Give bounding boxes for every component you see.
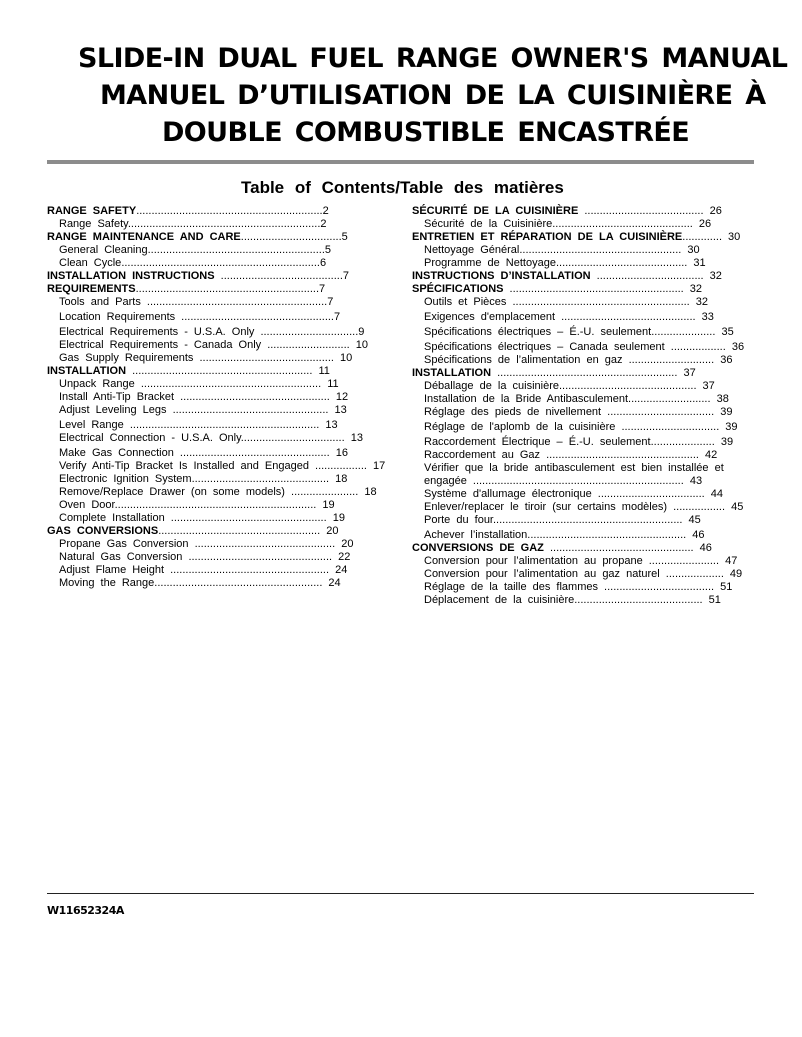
toc-leader-dots: ..................................................... [519, 244, 682, 256]
toc-page-number: 18 [358, 486, 377, 498]
toc-entry-label: INSTALLATION [47, 365, 127, 377]
toc-subsection-entry[interactable] [412, 475, 744, 488]
toc-leader-dots: ................................... [591, 488, 705, 500]
document-number: W11652324A [47, 904, 124, 917]
toc-page-number: 7 [342, 270, 350, 282]
toc-subsection-entry[interactable] [47, 391, 385, 404]
toc-page-number: 47 [719, 555, 738, 567]
toc-subsection-entry[interactable] [412, 488, 744, 501]
toc-section-entry[interactable] [47, 525, 385, 538]
toc-entry-label: Sécurité de la Cuisinière [424, 218, 553, 230]
toc-subsection-entry[interactable] [412, 326, 744, 339]
toc-page-number: 49 [723, 568, 743, 580]
toc-entry-label: INSTALLATION [412, 367, 492, 379]
toc-page-number: 31 [687, 257, 706, 269]
toc-leader-dots: ......................................................... [503, 283, 684, 295]
toc-subsection-entry[interactable] [412, 354, 744, 367]
toc-subsection-entry[interactable] [47, 460, 385, 473]
toc-subsection-entry[interactable] [412, 529, 744, 542]
toc-entry-label: Make Gas Connection [59, 447, 174, 459]
toc-entry-label: CONVERSIONS DE GAZ [412, 542, 544, 554]
toc-page-number: 7 [319, 283, 326, 295]
toc-subsection-entry[interactable] [412, 594, 744, 607]
toc-page-number: 43 [683, 475, 703, 487]
toc-subsection-entry[interactable] [47, 499, 385, 512]
toc-page-number: 33 [695, 311, 714, 323]
toc-subsection-entry[interactable] [47, 473, 385, 486]
toc-leader-dots: ........................... [261, 339, 350, 351]
toc-leader-dots: .................. [664, 341, 726, 353]
toc-leader-dots: .............................................................. [123, 419, 320, 431]
toc-page-number: 19 [326, 512, 345, 524]
toc-entry-label: Outils et Pièces [424, 296, 507, 308]
toc-leader-dots: .............................................. [188, 538, 336, 550]
toc-section-entry[interactable] [412, 283, 744, 296]
toc-subsection-entry[interactable] [47, 564, 385, 577]
toc-leader-dots: .......................................... [574, 594, 703, 606]
toc-entry-label: RANGE MAINTENANCE AND CARE [47, 231, 241, 243]
toc-entry-label: Spécifications électriques – É.-U. seulement [424, 326, 652, 338]
toc-page-number: 37 [677, 367, 696, 379]
toc-entry-label: Range Safety [59, 218, 128, 230]
toc-page-number: 7 [327, 296, 334, 308]
toc-entry-label: Enlever/replacer le tiroir (sur certains modèles) [424, 501, 668, 513]
toc-page-number: 20 [320, 525, 339, 537]
toc-english-column [47, 205, 385, 590]
toc-subsection-entry[interactable] [412, 568, 744, 581]
toc-page-number: 24 [322, 577, 341, 589]
toc-subsection-entry[interactable] [412, 421, 744, 434]
toc-page-number: 2 [322, 205, 329, 217]
toc-entry-label: ENTRETIEN ET RÉPARATION DE LA CUISINIÈRE [412, 231, 683, 243]
toc-entry-label: Oven Door [59, 499, 115, 511]
toc-subsection-entry[interactable] [412, 462, 744, 475]
manual-title [0, 40, 802, 151]
toc-section-entry[interactable] [412, 205, 744, 218]
toc-page-number: 35 [715, 326, 734, 338]
toc-leader-dots: ................................. [240, 231, 342, 243]
toc-entry-label: Raccordement Électrique – É.-U. seulement [424, 436, 651, 448]
toc-entry-label: Gas Supply Requirements [59, 352, 194, 364]
toc-page-number: 46 [693, 542, 712, 554]
toc-leader-dots: .................................................................. [114, 499, 317, 511]
toc-page-number: 11 [321, 378, 339, 390]
toc-subsection-entry[interactable] [412, 296, 744, 309]
toc-section-entry[interactable] [412, 270, 744, 283]
toc-subsection-entry[interactable] [47, 352, 385, 365]
toc-entry-label: Propane Gas Conversion [59, 538, 189, 550]
toc-entry-label: RANGE SAFETY [47, 205, 137, 217]
toc-subsection-entry[interactable] [47, 486, 385, 499]
title-line-french-2: DOUBLE COMBUSTIBLE ENCASTRÉE [162, 117, 690, 148]
toc-subsection-entry[interactable] [47, 339, 385, 352]
toc-page-number: 7 [334, 311, 341, 323]
toc-leader-dots: ........................................................... [491, 367, 678, 379]
toc-page-number: 11 [312, 365, 330, 377]
toc-page-number: 5 [324, 244, 332, 256]
toc-page-number: 44 [704, 488, 724, 500]
toc-leader-dots: ................................ [254, 326, 359, 338]
toc-subsection-entry[interactable] [47, 296, 385, 309]
toc-entry-label: Electrical Requirements - U.S.A. Only [59, 326, 255, 338]
toc-leader-dots: ..................................................... [158, 525, 321, 537]
toc-entry-label: Moving the Range [59, 577, 155, 589]
toc-subsection-entry[interactable] [412, 581, 744, 594]
toc-leader-dots: ............................................................... [127, 218, 321, 230]
toc-entry-label: Raccordement au Gaz [424, 449, 541, 461]
toc-leader-dots: .............................................. [552, 218, 693, 230]
toc-entry-label: Verify Anti-Tip Bracket Is Installed and Engaged [59, 460, 309, 472]
toc-page-number: 39 [714, 436, 734, 448]
toc-page-number: 51 [702, 594, 721, 606]
toc-page-number: 26 [692, 218, 712, 230]
toc-page-number: 42 [698, 449, 718, 461]
toc-section-entry[interactable] [47, 365, 385, 378]
toc-page-number: 46 [686, 529, 705, 541]
toc-leader-dots: ....................................... [578, 205, 704, 217]
toc-entry-label: Réglage de l'aplomb de la cuisinière [424, 421, 616, 433]
toc-section-entry[interactable] [47, 283, 385, 296]
toc-entry-label: Clean Cycle [59, 257, 122, 269]
toc-page-number: 10 [349, 339, 369, 351]
toc-leader-dots: ................. [667, 501, 726, 513]
toc-subsection-entry[interactable] [412, 244, 744, 257]
toc-leader-dots: ..................................................................... [466, 475, 684, 487]
toc-entry-label: Déballage de la cuisinière [424, 380, 559, 392]
toc-subsection-entry[interactable] [412, 514, 744, 527]
toc-section-entry[interactable] [47, 231, 385, 244]
toc-subsection-entry[interactable] [412, 311, 744, 324]
toc-page-number: 51 [714, 581, 733, 593]
toc-entry-label: Installation de la Bride Antibasculement [424, 393, 629, 405]
toc-page-number: 39 [714, 406, 733, 418]
toc-entry-label: Conversion pour l’alimentation au propane [424, 555, 643, 567]
toc-entry-label: Système d'allumage électronique [424, 488, 592, 500]
title-line-english: SLIDE-IN DUAL FUEL RANGE OWNER'S MANUAL [78, 43, 788, 74]
toc-page-number: 18 [329, 473, 348, 485]
toc-section-entry[interactable] [412, 542, 744, 555]
toc-entry-label: Conversion pour l’alimentation au gaz naturel [424, 568, 660, 580]
toc-entry-label: Remove/Replace Drawer (on some models) [59, 486, 285, 498]
toc-leader-dots: ................................................................. [121, 257, 320, 269]
footer-divider [47, 893, 754, 894]
title-divider [47, 160, 754, 164]
toc-section-entry[interactable] [412, 367, 744, 380]
toc-leader-dots: ............................................. [558, 380, 697, 392]
toc-page-number: 13 [344, 432, 363, 444]
toc-page-number: 20 [335, 538, 354, 550]
toc-leader-dots: ........................................................... [134, 378, 322, 390]
toc-entry-label: INSTALLATION INSTRUCTIONS [47, 270, 215, 282]
toc-leader-dots: ..................... [650, 436, 715, 448]
toc-leader-dots: ................... [659, 568, 724, 580]
toc-page-number: 32 [689, 296, 709, 308]
toc-leader-dots: ....................................................... [154, 577, 323, 589]
toc-leader-dots: ................................................. [174, 391, 330, 403]
toc-subsection-entry[interactable] [47, 404, 385, 417]
toc-leader-dots: ................................................... [164, 512, 327, 524]
toc-leader-dots: ................................ [615, 421, 720, 433]
toc-leader-dots: .................................................. [540, 449, 699, 461]
toc-subsection-entry[interactable] [412, 449, 744, 462]
toc-leader-dots: .................................................... [164, 564, 330, 576]
toc-entry-label: REQUIREMENTS [47, 283, 136, 295]
toc-page-number: 16 [329, 447, 348, 459]
toc-leader-dots: ............................................................ [135, 283, 319, 295]
toc-leader-dots: ........................................................... [126, 365, 313, 377]
toc-page-number: 37 [696, 380, 715, 392]
toc-section-entry[interactable] [47, 205, 385, 218]
toc-entry-label: Programme de Nettoyage [424, 257, 556, 269]
toc-page-number: 2 [320, 218, 327, 230]
toc-page-number: 39 [719, 421, 738, 433]
toc-entry-label: Electrical Connection - U.S.A. Only [59, 432, 241, 444]
toc-page-number: 32 [683, 283, 703, 295]
toc-leader-dots: ........................................................... [140, 296, 328, 308]
toc-subsection-entry[interactable] [47, 218, 385, 231]
toc-page-number: 36 [714, 354, 733, 366]
toc-page-number: 6 [319, 257, 327, 269]
toc-page-number: 32 [703, 270, 722, 282]
toc-subsection-entry[interactable] [412, 406, 744, 419]
toc-subsection-entry[interactable] [412, 257, 744, 270]
toc-leader-dots: ...................... [284, 486, 359, 498]
toc-page-number: 26 [703, 205, 722, 217]
toc-leader-dots: ........................................ [214, 270, 343, 282]
toc-leader-dots: ........................................... [555, 257, 688, 269]
toc-entry-label: Porte du four [424, 514, 493, 526]
toc-subsection-entry[interactable] [412, 393, 744, 406]
toc-leader-dots: ............................................ [555, 311, 696, 323]
toc-subsection-entry[interactable] [47, 538, 385, 551]
toc-leader-dots: ............................................ [193, 352, 334, 364]
toc-leader-dots: .................................................... [527, 529, 687, 541]
toc-page-number: 36 [725, 341, 745, 353]
toc-entry-label: Location Requirements [59, 311, 176, 323]
toc-leader-dots: ............................................................. [136, 205, 323, 217]
toc-entry-label: Unpack Range [59, 378, 135, 390]
toc-entry-label: Nettoyage Général [424, 244, 520, 256]
toc-page-number: 22 [332, 551, 351, 563]
toc-page-number: 10 [333, 352, 353, 364]
toc-page-number: 19 [316, 499, 335, 511]
toc-leader-dots: ....................... [642, 555, 720, 567]
toc-entry-label: Réglage des pieds de nivellement [424, 406, 602, 418]
toc-subsection-entry[interactable] [47, 326, 385, 339]
toc-entry-label: Install Anti-Tip Bracket [59, 391, 175, 403]
title-line-french-1: MANUEL D’UTILISATION DE LA CUISINIÈRE À [100, 80, 766, 111]
toc-entry-label: SÉCURITÉ DE LA CUISINIÈRE [412, 205, 579, 217]
toc-subsection-entry[interactable] [47, 378, 385, 391]
toc-leader-dots: ................................... [601, 406, 715, 418]
toc-entry-label: Level Range [59, 419, 124, 431]
toc-subsection-entry[interactable] [47, 432, 385, 445]
toc-leader-dots: ..................... [651, 326, 716, 338]
toc-entry-label: Complete Installation [59, 512, 165, 524]
toc-page-number: 30 [681, 244, 700, 256]
toc-page-number: 30 [722, 231, 741, 243]
toc-leader-dots: .................................... [597, 581, 715, 593]
toc-entry-label: Spécifications de l’alimentation en gaz [424, 354, 623, 366]
toc-page-number: 9 [358, 326, 365, 338]
toc-subsection-entry[interactable] [412, 555, 744, 568]
toc-subsection-entry[interactable] [412, 341, 744, 354]
toc-leader-dots: .............................................................. [493, 514, 683, 526]
toc-leader-dots: ............................ [622, 354, 715, 366]
toc-entry-label: General Cleaning [59, 244, 148, 256]
toc-entry-label: Achever l’installation [424, 529, 528, 541]
toc-subsection-entry[interactable] [47, 419, 385, 432]
toc-page-number: 5 [341, 231, 348, 243]
toc-leader-dots: ................. [308, 460, 367, 472]
toc-french-column [412, 205, 744, 607]
toc-page-number: 45 [682, 514, 701, 526]
toc-section-entry[interactable] [47, 270, 385, 283]
toc-page-number: 13 [319, 419, 338, 431]
toc-entry-label: SPÉCIFICATIONS [412, 283, 504, 295]
toc-leader-dots: ................................................... [166, 404, 329, 416]
toc-entry-label: GAS CONVERSIONS [47, 525, 159, 537]
toc-leader-dots: .................................. [240, 432, 345, 444]
toc-page-number: 24 [329, 564, 348, 576]
toc-heading: Table of Contents/Table des matières [241, 178, 564, 197]
toc-entry-label: engagée [424, 475, 467, 487]
toc-page-number: 12 [329, 391, 349, 403]
toc-leader-dots: ............. [682, 231, 722, 243]
toc-subsection-entry[interactable] [47, 551, 385, 564]
toc-subsection-entry[interactable] [412, 380, 744, 393]
toc-leader-dots: ............................................. [191, 473, 330, 485]
toc-entry-label: Electrical Requirements - Canada Only [59, 339, 262, 351]
toc-entry-label: Adjust Leveling Legs [59, 404, 167, 416]
toc-subsection-entry[interactable] [412, 436, 744, 449]
toc-entry-label: Adjust Flame Height [59, 564, 165, 576]
toc-subsection-entry[interactable] [47, 577, 385, 590]
toc-leader-dots: ............................................... [182, 551, 333, 563]
toc-subsection-entry[interactable] [412, 218, 744, 231]
toc-leader-dots: ............................................... [543, 542, 694, 554]
toc-subsection-entry[interactable] [47, 257, 385, 270]
toc-entry-label: Tools and Parts [59, 296, 141, 308]
toc-page-number: 38 [710, 393, 729, 405]
toc-leader-dots: .......................................................... [506, 296, 690, 308]
toc-leader-dots: ................................................. [173, 447, 330, 459]
toc-entry-label: Réglage de la taille des flammes [424, 581, 598, 593]
toc-subsection-entry[interactable] [47, 512, 385, 525]
toc-subsection-entry[interactable] [47, 311, 385, 324]
toc-leader-dots: ........................... [628, 393, 711, 405]
toc-page-number: 45 [725, 501, 744, 513]
toc-entry-label: INSTRUCTIONS D’INSTALLATION [412, 270, 591, 282]
toc-entry-label: Electronic Ignition System [59, 473, 192, 485]
toc-subsection-entry[interactable] [47, 244, 385, 257]
toc-section-entry[interactable] [412, 231, 744, 244]
toc-leader-dots: ................................... [590, 270, 704, 282]
toc-subsection-entry[interactable] [412, 501, 744, 514]
toc-subsection-entry[interactable] [47, 447, 385, 460]
toc-leader-dots: .......................................................... [147, 244, 325, 256]
toc-page-number: 13 [328, 404, 347, 416]
toc-entry-label: Déplacement de la cuisinière [424, 594, 575, 606]
toc-entry-label: Spécifications électriques – Canada seulement [424, 341, 665, 353]
toc-page-number: 17 [366, 460, 386, 472]
toc-entry-label: Vérifier que la bride antibasculement est bien installée et [424, 462, 724, 474]
toc-entry-label: Exigences d'emplacement [424, 311, 556, 323]
toc-entry-label: Natural Gas Conversion [59, 551, 183, 563]
toc-leader-dots: .................................................. [175, 311, 334, 323]
